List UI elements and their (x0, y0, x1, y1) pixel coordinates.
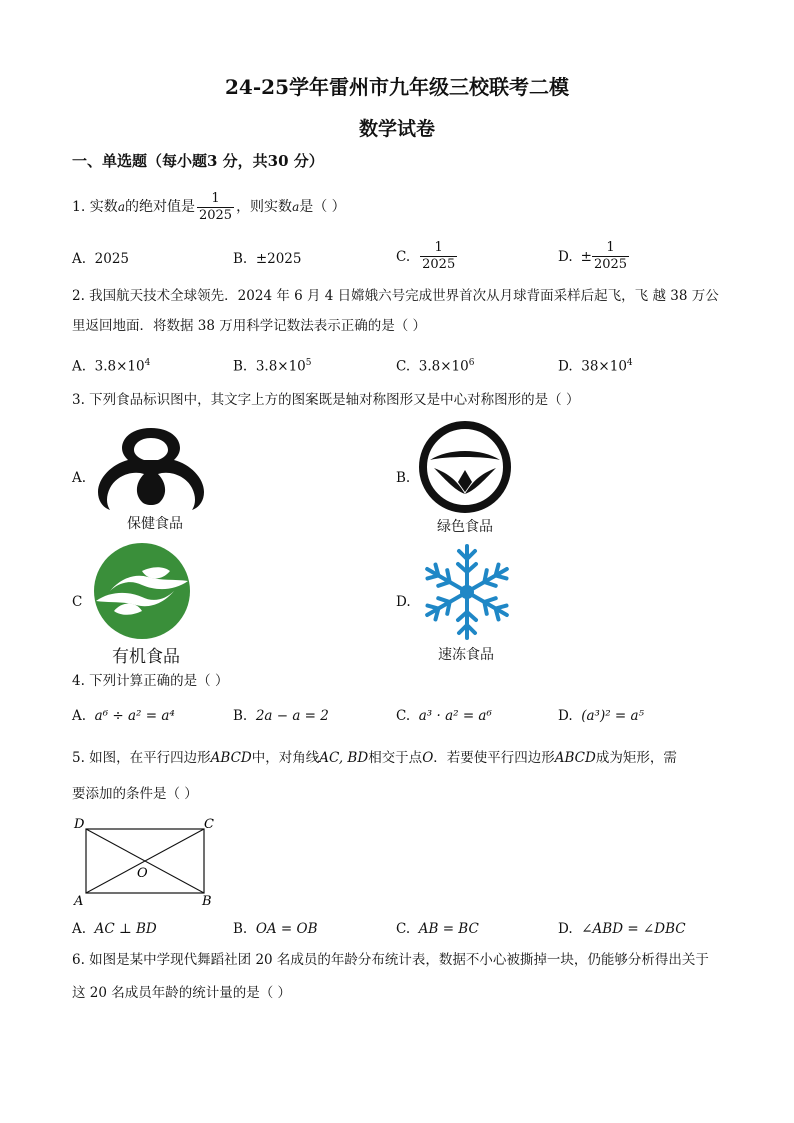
frac-num: 1 (420, 240, 457, 257)
option-base: 3.8×10 (418, 358, 469, 375)
green-food-logo-icon (418, 420, 512, 514)
option-text: ±2025 (255, 251, 302, 267)
q5-text: 中，对角线 (251, 750, 320, 766)
q1-suffix2: 是（ ） (299, 199, 346, 215)
q5-text: ．若要使平行四边形 (433, 750, 555, 766)
question-6-line1: 6. 如图是某中学现代舞蹈社团 20 名成员的年龄分布统计表，数据不小心被撕掉一块，仍能够分析得出关于 (72, 952, 709, 968)
q1-prefix: 1. 实数 (72, 199, 118, 215)
section-heading: 一、单选题（每小题3 分，共30 分） (72, 152, 324, 170)
option-expr: 2a − a = 2 (255, 708, 329, 724)
option-label: B. (233, 921, 248, 937)
q5-text: 成为矩形，需 (595, 750, 677, 766)
q5-abcd: ABCD (554, 750, 596, 766)
question-3: 3. 下列食品标识图中，其文字上方的图案既是轴对称图形又是中心对称图形的是（ ） (72, 392, 580, 408)
option-label: D. (558, 248, 573, 265)
q4-option-c[interactable] (396, 707, 492, 725)
q2-option-c[interactable] (396, 354, 474, 376)
q1-option-c[interactable] (396, 240, 457, 273)
label-c: C (204, 817, 214, 832)
option-label: C. (396, 248, 411, 265)
q5-option-d[interactable] (558, 920, 686, 938)
question-5-line1 (72, 748, 677, 768)
q1-option-d[interactable] (558, 240, 629, 273)
question-2-line2: 里返回地面．将数据 38 万用科学记数法表示正确的是（ ） (72, 318, 427, 334)
q1-var2: a (292, 200, 300, 214)
option-exp: 5 (305, 358, 312, 368)
question-1 (72, 185, 346, 229)
option-exp: 4 (144, 358, 151, 368)
q5-option-c[interactable] (396, 920, 479, 938)
frac-den: 2025 (593, 257, 628, 272)
option-label: A. (72, 708, 87, 724)
option-label: B. (233, 251, 248, 267)
q4-option-a[interactable] (72, 707, 175, 725)
frac-den: 2025 (422, 257, 456, 272)
q2-option-b[interactable] (233, 354, 312, 376)
q4-option-b[interactable] (233, 707, 329, 725)
option-label: D. (558, 921, 573, 937)
q1-mid: 的绝对值是 (124, 199, 195, 215)
q5-text: 相交于点 (368, 750, 423, 766)
option-expr: (a³)² = a⁵ (581, 708, 644, 724)
option-base: 3.8×10 (255, 358, 306, 375)
option-expr: AC ⊥ BD (94, 921, 157, 937)
q1-option-a[interactable] (72, 250, 129, 268)
frac-num: 1 (592, 240, 629, 257)
organic-food-logo-icon (92, 541, 192, 641)
option-label: D. (558, 358, 573, 375)
q3-option-c-label[interactable]: C (72, 594, 83, 610)
q3-option-b-caption: 绿色食品 (437, 519, 493, 535)
q3-option-d-label[interactable]: D. (396, 594, 411, 610)
q5-option-b[interactable] (233, 920, 318, 938)
q3-option-a-caption: 保健食品 (127, 516, 183, 532)
option-expr: AB = BC (418, 921, 479, 937)
question-5-line2: 要添加的条件是（ ） (72, 786, 198, 802)
option-text: 2025 (94, 251, 129, 267)
q3-option-c-caption: 有机食品 (112, 647, 180, 667)
option-expr: a⁶ ÷ a² = a⁴ (94, 708, 175, 724)
q4-option-d[interactable] (558, 707, 644, 725)
snowflake-icon (418, 542, 516, 642)
q1-option-c-fraction (420, 240, 457, 273)
q5-option-a[interactable] (72, 920, 157, 938)
q5-point-o: O (422, 750, 434, 766)
q1-frac-den: 2025 (198, 207, 233, 223)
q5-abcd: ABCD (210, 750, 252, 766)
label-b: B (202, 894, 212, 909)
q3-option-b-label[interactable]: B. (396, 470, 411, 486)
option-label: A. (72, 921, 87, 937)
q1-var: a (117, 200, 125, 214)
q1-option-d-fraction (592, 240, 629, 273)
option-label: C. (396, 358, 411, 375)
option-expr: a³ · a² = a⁶ (418, 708, 492, 724)
q5-diagonals: AC, BD (319, 750, 369, 766)
label-d: D (74, 817, 85, 832)
page-title: 24-25学年雷州市九年级三校联考二模 (225, 75, 569, 99)
option-label: A. (72, 358, 87, 375)
q5-text: 5. 如图，在平行四边形 (72, 750, 211, 766)
option-label: C. (396, 708, 411, 724)
question-6-line2: 这 20 名成员年龄的统计量的是（ ） (72, 985, 292, 1001)
q1-suffix1: ，则实数 (236, 199, 293, 215)
option-label: C. (396, 921, 411, 937)
option-label: D. (558, 708, 573, 724)
option-label: B. (233, 358, 248, 375)
option-expr: ∠ABD = ∠DBC (581, 921, 686, 937)
label-o: O (137, 866, 148, 881)
q3-option-a-label[interactable]: A. (72, 470, 87, 486)
question-4: 4. 下列计算正确的是（ ） (72, 673, 229, 689)
q1-fraction (197, 191, 234, 224)
q2-option-d[interactable] (558, 354, 633, 376)
option-exp: 6 (468, 358, 475, 368)
option-expr: OA = OB (255, 921, 318, 937)
label-a: A (74, 894, 84, 909)
option-label: A. (72, 251, 87, 267)
q3-option-d-caption: 速冻食品 (438, 647, 494, 663)
q1-frac-num: 1 (197, 191, 234, 208)
option-label: B. (233, 708, 248, 724)
page-subtitle: 数学试卷 (358, 118, 435, 140)
q1-option-b[interactable] (233, 250, 301, 268)
q2-option-a[interactable] (72, 354, 150, 376)
option-base: 3.8×10 (94, 358, 145, 375)
option-base: 38×10 (581, 358, 627, 375)
health-food-logo-icon (92, 424, 210, 514)
question-2-line1: 2. 我国航天技术全球领先．2024 年 6 月 4 日嫦娥六号完成世界首次从月球背面采样后起飞，飞 越 38 万公 (72, 288, 719, 304)
option-sign: ± (580, 248, 592, 265)
rectangle-diagram (70, 813, 220, 909)
option-exp: 4 (626, 358, 633, 368)
